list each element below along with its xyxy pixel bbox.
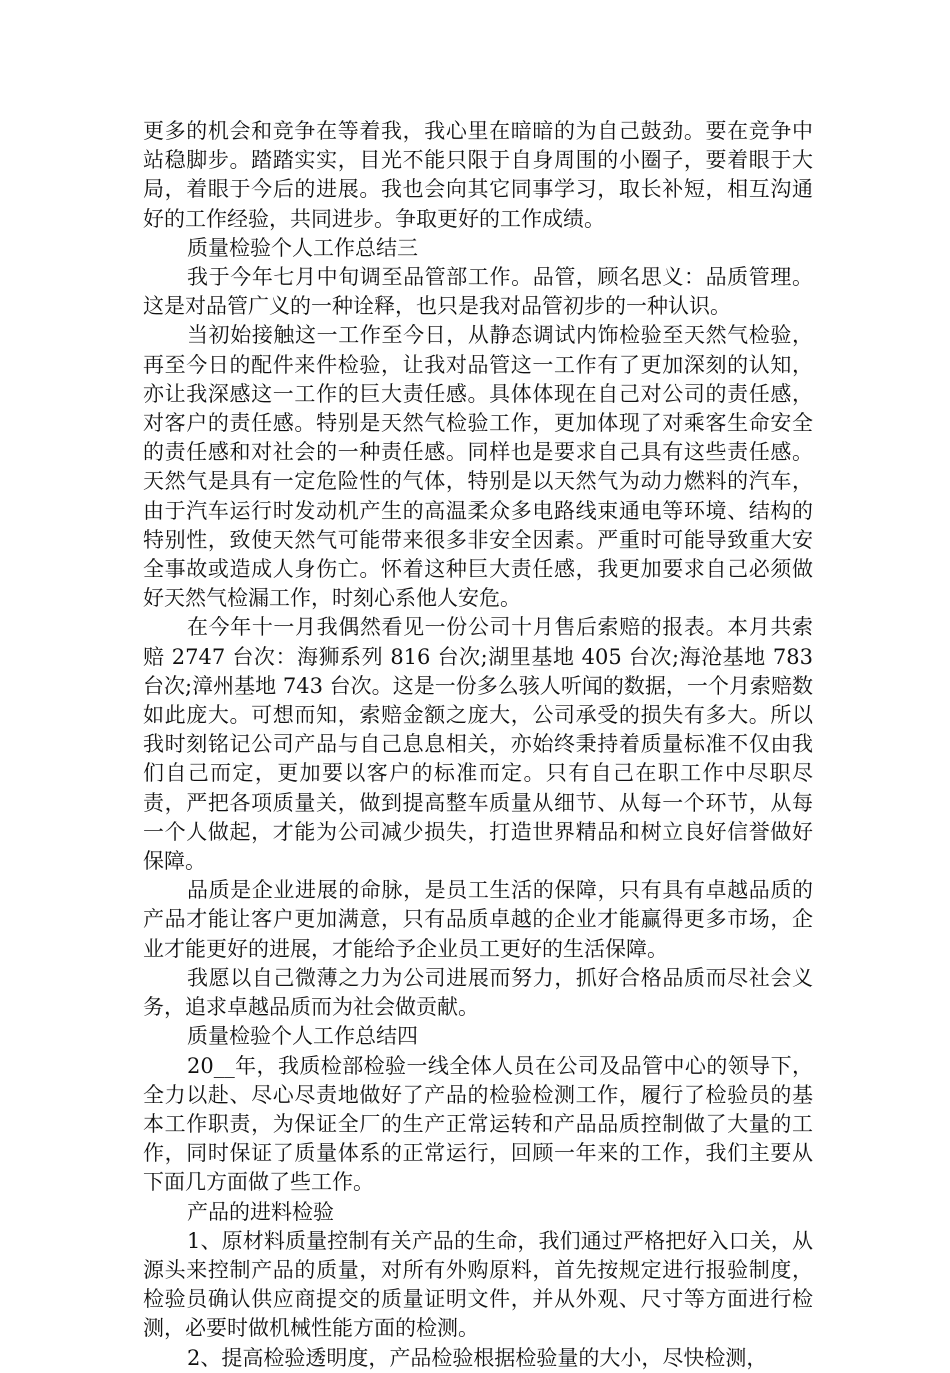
document-body (143, 117, 813, 1373)
section-heading: 质量检验个人工作总结四 (187, 1024, 418, 1049)
paragraph: 1、原材料质量控制有关产品的生命，我们通过严格把好入口关，从源头来控制产品的质量，对所有外购原料，首先按规定进行报验制度，检验员确认供应商提交的质量证明文件，并从外观、尺寸等方面进行检测，必要时做机械性能方面的检测。 (143, 1228, 813, 1341)
paragraph: 2、提高检验透明度，产品检验根据检验量的大小，尽快检测， (187, 1345, 768, 1370)
paragraph: 当初始接触这一工作至今日，从静态调试内饰检验至天然气检验，再至今日的配件来件检验，让我对品管这一工作有了更加深刻的认知，亦让我深感这一工作的巨大责任感。具体体现在自己对公司的责任感，对客户的责任感。特别是天然气检验工作，更加体现了对乘客生命安全的责任感和对社会的一种责任感。同样也是要求自己具有这些责任感。天然气是具有一定危险性的气体，特别是以天然气为动力燃料的汽车，由于汽车运行时发动机产生的高温柔众多电路线束通电等环境、结构的特别性，致使天然气可能带来很多非安全因素。严重时可能导致重大安全事故或造成人身伤亡。怀着这种巨大责任感，我更加要求自己必须做好天然气检漏工作，时刻心系他人安危。 (143, 323, 813, 611)
paragraph: 我于今年七月中旬调至品管部工作。品管，顾名思义：品质管理。这是对品管广义的一种诠释，也只是我对品管初步的一种认识。 (143, 265, 813, 319)
paragraph: 更多的机会和竞争在等着我，我心里在暗暗的为自己鼓劲。要在竞争中站稳脚步。踏踏实实，目光不能只限于自身周围的小圈子，要着眼于大局，着眼于今后的进展。我也会向其它同事学习，取长补短，相互沟通好的工作经验，共同进步。争取更好的工作成绩。 (143, 119, 813, 231)
subsection-heading: 产品的进料检验 (187, 1199, 334, 1224)
section-heading: 质量检验个人工作总结三 (187, 235, 418, 260)
paragraph: 在今年十一月我偶然看见一份公司十月售后索赔的报表。本月共索赔 2747 台次：海狮系列 816 台次;湖里基地 405 台次;海沧基地 783 台次;漳州基地 743 台次。这是一份多么骇人听闻的数据，一个月索赔数如此庞大。可想而知，索赔金额之庞大，公司承受的损失有多大。所以我时刻铭记公司产品与自己息息相关，亦始终秉持着质量标准不仅由我们自己而定，更加要以客户的标准而定。只有自己在职工作中尽职尽责，严把各项质量关，做到提高整车质量从细节、从每一个环节，从每一个人做起，才能为公司减少损失，打造世界精品和树立良好信誉做好保障。 (143, 615, 813, 874)
paragraph: 品质是企业进展的命脉，是员工生活的保障，只有具有卓越品质的产品才能让客户更加满意，只有品质卓越的企业才能赢得更多市场，企业才能更好的进展，才能给予企业员工更好的生活保障。 (143, 878, 813, 961)
paragraph: 我愿以自己微薄之力为公司进展而努力，抓好合格品质而尽社会义务，追求卓越品质而为社会做贡献。 (143, 965, 813, 1020)
paragraph: 20__年，我质检部检验一线全体人员在公司及品管中心的领导下，全力以赴、尽心尽责地做好了产品的检验检测工作，履行了检验员的基本工作职责，为保证全厂的生产正常运转和产品品质控制做了大量的工作，同时保证了质量体系的正常运行，回顾一年来的工作，我们主要从下面几方面做了些工作。 (143, 1053, 813, 1195)
